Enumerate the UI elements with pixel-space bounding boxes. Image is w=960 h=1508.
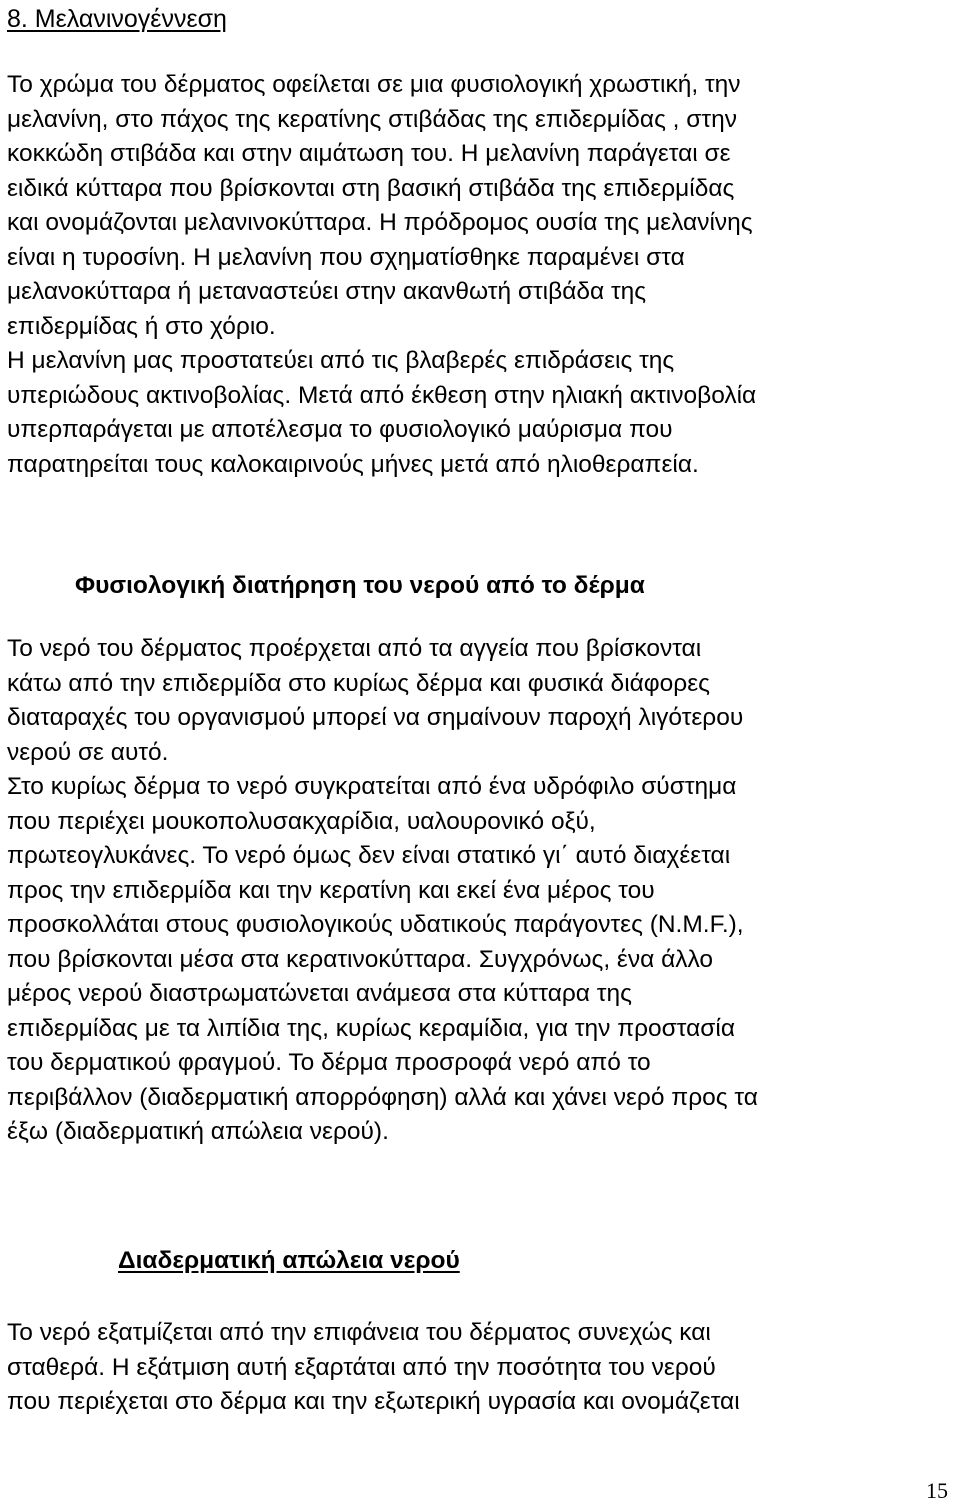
section-heading: 8. Μελανινογέννεση xyxy=(7,5,227,33)
melanogenesis-paragraph: Το χρώμα του δέρματος οφείλεται σε μια φυσιολογική χρωστική, την μελανίνη, στο πάχος της κερατίνης στιβάδας της επιδερμίδας , στην κοκκώδη στιβάδα και στην αιμάτωση του. Η μελανίνη παράγεται σε ειδικά κύτταρα που βρίσκονται στη βασική στιβάδα της επιδερμίδας και ονομάζονται μελανινοκύτταρα. Η πρόδρομος ουσία της μελανίνης είναι η τυροσίνη. Η μελανίνη που σχηματίσθηκε παραμένει στα μελανοκύτταρα ή μεταναστεύει στην ακανθωτή στιβάδα της επιδερμίδας ή στο χόριο. Η μελανίνη μας προστατεύει από τις βλαβερές επιδράσεις της υπεριώδους ακτινοβολίας. Μετά από έκθεση στην ηλιακή ακτινοβολία υπερπαράγεται με αποτέλεσμα το φυσιολογικό μαύρισμα που παρατηρείται τους καλοκαιρινούς μήνες μετά από ηλιοθεραπεία. xyxy=(7,71,757,478)
water-loss-paragraph: Το νερό εξατμίζεται από την επιφάνεια του δέρματος συνεχώς και σταθερά. Η εξάτμιση αυτή εξαρτάται από την ποσότητα του νερού που περιέχεται στο δέρμα και την εξωτερική υγρασία και ονομάζεται xyxy=(7,1319,740,1415)
water-section-paragraph: Το νερό του δέρματος προέρχεται από τα αγγεία που βρίσκονται κάτω από την επιδερμίδα στο κυρίως δέρμα και φυσικά διάφορες διαταραχές του οργανισμού μπορεί να σημαίνουν παροχή λιγότερου νερού σε αυτό. Στο κυρίως δέρμα το νερό συγκρατείται από ένα υδρόφιλο σύστημα που περιέχει μουκοπολυσακχαρίδια, υαλουρονικό οξύ, πρωτεογλυκάνες. Το νερό όμως δεν είναι στατικό γι΄ αυτό διαχέεται προς την επιδερμίδα και την κερατίνη και εκεί ένα μέρος του προσκολλάται στους φυσιολογικούς υδατικούς παράγοντες (N.M.F.), που βρίσκονται μέσα στα κερατινοκύτταρα. Συγχρόνως, ένα άλλο μέρος νερού διαστρωματώνεται ανάμεσα στα κύτταρα της επιδερμίδας με τα λιπίδια της, κυρίως κεραμίδια, για την προστασία του δερματικού φραγμού. Το δέρμα προσροφά νερό από το περιβάλλον (διαδερματική απορρόφηση) αλλά και χάνει νερό προς τα έξω (διαδερματική απώλεια νερού). xyxy=(7,635,758,1145)
page-number: 15 xyxy=(926,1478,948,1503)
water-loss-section-title: Διαδερματική απώλεια νερού xyxy=(118,1247,460,1274)
water-section-title: Φυσιολογική διατήρηση του νερού από το δέρμα xyxy=(75,572,645,599)
